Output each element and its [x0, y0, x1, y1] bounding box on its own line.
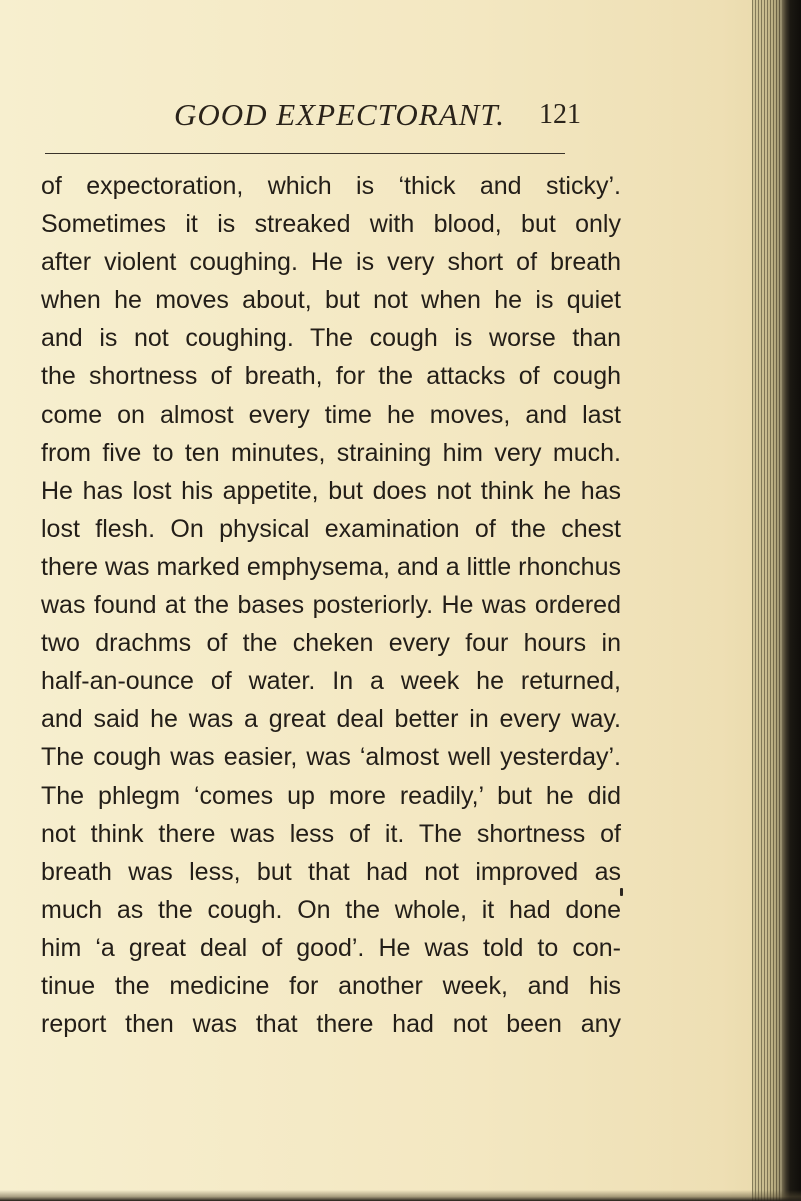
page-number: 121: [539, 99, 581, 130]
text-line: lost flesh. On physical examination of the chest: [41, 514, 621, 543]
header-rule: [45, 153, 565, 154]
text-line: him ‘a great deal of good’. He was told to con-: [41, 933, 621, 962]
text-line: half-an-ounce of water. In a week he returned,: [41, 667, 621, 696]
text-line: breath was less, but that had not improved as: [41, 857, 621, 886]
text-line: He has lost his appetite, but does not think he has: [41, 476, 621, 505]
text-line: The cough was easier, was ‘almost well yesterday’.: [41, 743, 621, 772]
text-line: after violent coughing. He is very short of breath: [41, 248, 621, 277]
text-line: the shortness of breath, for the attacks of cough: [41, 362, 621, 391]
text-line: tinue the medicine for another week, and his: [41, 971, 621, 1000]
bottom-page-shadow: [0, 1190, 801, 1201]
text-line: not think there was less of it. The shortness of: [41, 819, 621, 848]
text-line: from five to ten minutes, straining him very much.: [41, 438, 621, 467]
text-line: of expectoration, which is ‘thick and sticky’.: [41, 172, 621, 200]
text-line: Sometimes it is streaked with blood, but only: [41, 210, 621, 239]
running-head: [0, 96, 801, 142]
running-head-title: GOOD EXPECTORANT.: [174, 97, 506, 132]
text-line: much as the cough. On the whole, it had done: [41, 895, 621, 924]
text-line: there was marked emphysema, and a little rhonchus: [41, 552, 621, 581]
text-line: when he moves about, but not when he is quiet: [41, 286, 621, 315]
text-line: and is not coughing. The cough is worse than: [41, 324, 621, 353]
text-line: and said he was a great deal better in every way.: [41, 705, 621, 734]
text-line: two drachms of the cheken every four hours in: [41, 629, 621, 658]
body-text: [41, 167, 621, 1043]
text-line: report then was that there had not been any: [41, 1010, 621, 1039]
text-line: come on almost every time he moves, and last: [41, 400, 621, 429]
text-line: The phlegm ‘comes up more readily,’ but he did: [41, 781, 621, 810]
page-stack-edge: [752, 0, 782, 1201]
text-line: was found at the bases posteriorly. He was ordered: [41, 591, 621, 620]
margin-mark: [620, 888, 623, 896]
